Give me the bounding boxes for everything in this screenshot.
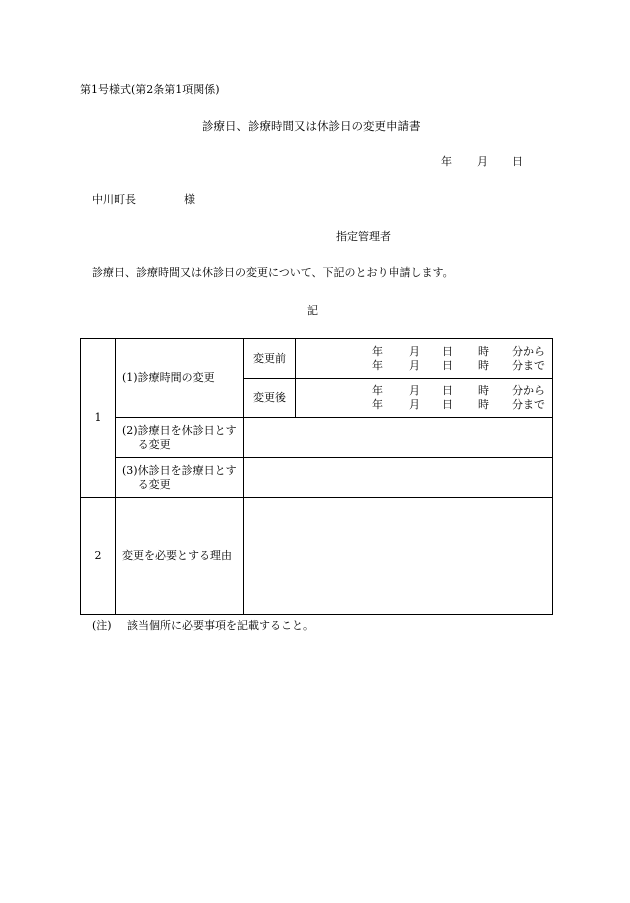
from-year: 年 [372, 344, 383, 358]
from-hour: 時 [478, 344, 489, 358]
after-change-datetime[interactable] [296, 379, 553, 418]
item-2-value[interactable] [244, 418, 553, 458]
addressee-honorific: 様 [184, 193, 195, 206]
body-text: 診療日、診療時間又は休診日の変更について、下記のとおり申請します。 [92, 266, 454, 279]
row-number-2: 2 [81, 498, 116, 615]
ki-heading: 記 [307, 304, 318, 317]
note-text: 該当個所に必要事項を記載すること。 [127, 619, 314, 632]
from-hour: 時 [478, 384, 489, 397]
from-year: 年 [372, 384, 383, 397]
reason-label: 変更を必要とする理由 [116, 498, 244, 615]
reason-value[interactable] [244, 498, 553, 615]
to-minute: 分まで [512, 358, 545, 372]
from-minute: 分から [512, 384, 545, 397]
note-label: (注) [92, 619, 112, 632]
from-day: 日 [442, 344, 453, 358]
from-minute: 分から [512, 344, 545, 358]
before-to-line [296, 359, 552, 373]
date-year: 年 [441, 155, 452, 168]
applicant-label: 指定管理者 [336, 230, 391, 243]
date-month: 月 [477, 155, 488, 168]
form-number: 第1号様式(第2条第1項関係) [80, 83, 220, 96]
to-month: 月 [409, 358, 420, 372]
row-number-1: 1 [81, 339, 116, 498]
from-day: 日 [442, 384, 453, 397]
before-from-line [296, 345, 552, 359]
to-hour: 時 [478, 398, 489, 411]
item-3-text: 休診日を診療日とする変更 [137, 463, 237, 491]
item-2-prefix: (2) [122, 423, 138, 437]
before-change-datetime[interactable] [296, 339, 553, 379]
to-day: 日 [442, 398, 453, 411]
from-month: 月 [409, 344, 420, 358]
to-year: 年 [372, 358, 383, 372]
to-day: 日 [442, 358, 453, 372]
date-day: 日 [512, 155, 523, 168]
from-month: 月 [409, 384, 420, 397]
to-month: 月 [409, 398, 420, 411]
item-1-label: (1)診療時間の変更 [116, 339, 244, 418]
item-3-prefix: (3) [122, 463, 138, 477]
to-minute: 分まで [512, 398, 545, 411]
after-change-label: 変更後 [244, 379, 296, 418]
addressee-name: 中川町長 [92, 193, 136, 206]
item-3-value[interactable] [244, 458, 553, 498]
to-hour: 時 [478, 358, 489, 372]
item-2-label [116, 418, 244, 458]
document-title: 診療日、診療時間又は休診日の変更申請書 [202, 119, 421, 133]
after-to-line [296, 398, 552, 412]
before-change-label: 変更前 [244, 339, 296, 379]
to-year: 年 [372, 398, 383, 411]
after-from-line [296, 384, 552, 398]
application-table [80, 338, 553, 615]
item-3-label [116, 458, 244, 498]
item-2-text: 診療日を休診日とする変更 [137, 423, 237, 451]
